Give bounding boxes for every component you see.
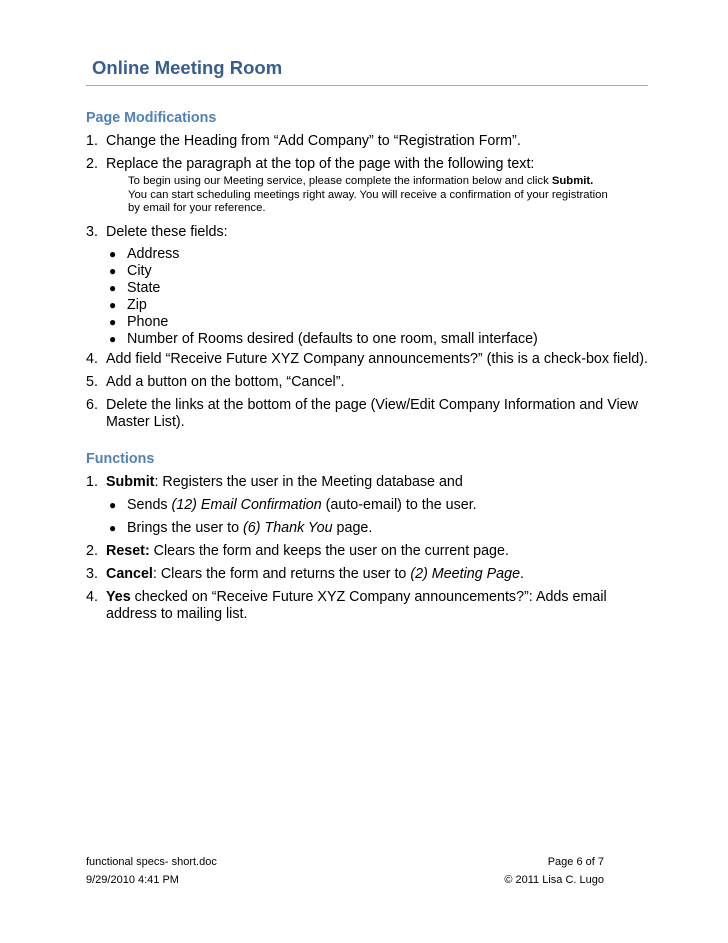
list-item: 5. Add a button on the bottom, “Cancel”.	[86, 373, 345, 390]
list-item: 6. Delete the links at the bottom of the page (View/Edit Company Information and View Master List).	[86, 396, 638, 430]
document-body	[86, 110, 651, 623]
function-name: Yes	[106, 588, 131, 605]
bullet-icon: ●	[109, 280, 117, 295]
bullet-icon: ●	[109, 263, 117, 278]
list-item-text: Add field “Receive Future XYZ Company announcements?” (this is a check-box field).	[106, 350, 648, 367]
bullet-item: ● Sends (12) Email Confirmation (auto-email) to the user.	[109, 496, 477, 513]
list-item-text: Delete the links at the bottom of the page (View/Edit Company Information and View Master List).	[106, 396, 638, 430]
bullet-item: ● Phone	[109, 313, 169, 330]
bullet-item: ● Zip	[109, 296, 147, 313]
footer-page-number: Page 6 of 7	[547, 856, 604, 868]
functions-heading: Functions	[86, 450, 155, 467]
bullet-icon: ●	[109, 520, 117, 535]
list-item-text: Add a button on the bottom, “Cancel”.	[106, 373, 345, 390]
list-item: 2. Reset: Clears the form and keeps the user on the current page.	[86, 542, 509, 559]
footer-filename: functional specs- short.doc	[86, 856, 217, 868]
function-name: Reset:	[106, 542, 150, 559]
list-item: 1. Change the Heading from “Add Company” to “Registration Form”.	[86, 133, 521, 149]
bullet-icon: ●	[109, 331, 117, 346]
footer-copyright: © 2011 Lisa C. Lugo	[504, 874, 604, 886]
bullet-icon: ●	[109, 314, 117, 329]
list-item: 3. Delete these fields:	[86, 223, 228, 240]
bullet-icon: ●	[109, 497, 117, 512]
deleted-fields-list	[86, 246, 651, 348]
function-name: Submit	[106, 473, 155, 490]
list-item: 2. Replace the paragraph at the top of the page with the following text:	[86, 156, 535, 172]
list-item: 1. Submit: Registers the user in the Meeting database and	[86, 473, 463, 490]
document-title: Online Meeting Room	[92, 57, 283, 78]
list-item: 4. Yes checked on “Receive Future XYZ Company announcements?”: Adds email address to mailing list.	[86, 588, 607, 622]
submit-actions-list	[86, 497, 651, 537]
list-item: 3. Cancel: Clears the form and returns the user to (2) Meeting Page.	[86, 565, 525, 582]
list-item-text: Replace the paragraph at the top of the page with the following text:	[106, 156, 535, 172]
function-name: Cancel	[106, 565, 153, 582]
page-footer	[86, 853, 604, 889]
bullet-icon: ●	[109, 297, 117, 312]
title-divider	[86, 85, 648, 86]
bullet-item: ● Brings the user to (6) Thank You page.	[109, 519, 373, 536]
list-item: 4. Add field “Receive Future XYZ Company announcements?” (this is a check-box field).	[86, 350, 648, 367]
list-item-text: Change the Heading from “Add Company” to “Registration Form”.	[106, 133, 521, 149]
bullet-item: ● City	[109, 262, 152, 279]
submit-bold: Submit.	[551, 175, 594, 187]
bullet-icon: ●	[109, 246, 117, 261]
replacement-paragraph: To begin using our Meeting service, please complete the information below and click Submit. You can start scheduling meetings right away. You will receive a confirmation of your registration by email for your reference.	[128, 175, 608, 214]
bullet-item: ● Number of Rooms desired (defaults to one room, small interface)	[109, 330, 538, 347]
bullet-item: ● Address	[109, 245, 180, 262]
footer-datetime: 9/29/2010 4:41 PM	[86, 874, 179, 886]
list-item-text: Delete these fields:	[106, 223, 228, 240]
bullet-item: ● State	[109, 279, 161, 296]
page-modifications-heading: Page Modifications	[86, 110, 217, 126]
